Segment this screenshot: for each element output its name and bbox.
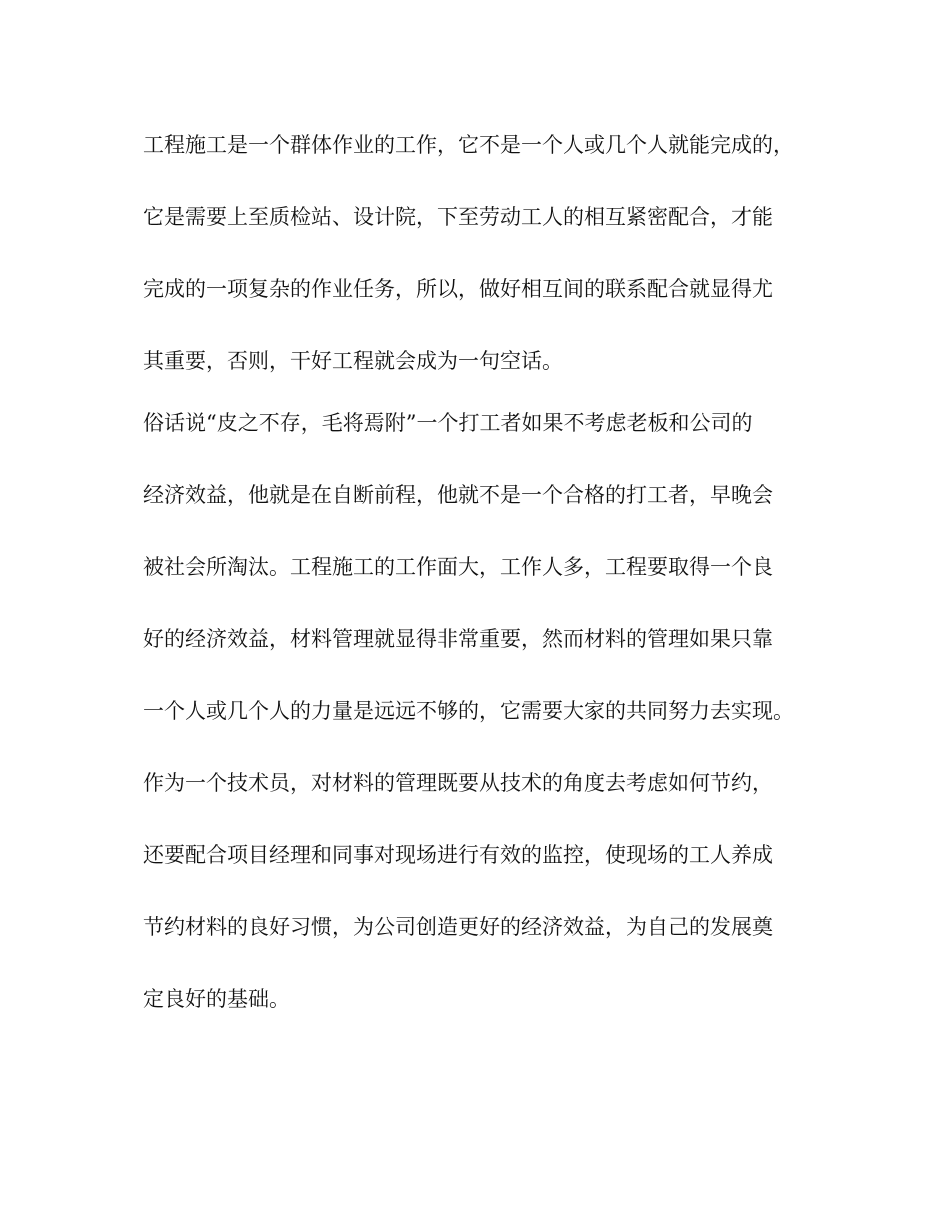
paragraph-2-line-8: 节约材料的良好习惯，为公司创造更好的经济效益，为自己的发展奠 (143, 915, 773, 939)
paragraph-1-line-2: 它是需要上至质检站、设计院，下至劳动工人的相互紧密配合，才能 (143, 205, 773, 229)
paragraph-2-line-9: 定良好的基础。 (143, 987, 290, 1011)
paragraph-2-line-2: 经济效益，他就是在自断前程，他就不是一个合格的打工者，早晚会 (143, 483, 773, 507)
paragraph-2-line-7: 还要配合项目经理和同事对现场进行有效的监控，使现场的工人养成 (143, 843, 773, 867)
paragraph-1-line-4: 其重要，否则，干好工程就会成为一句空话。 (143, 349, 563, 373)
paragraph-2-line-3: 被社会所淘汰。工程施工的工作面大，工作人多，工程要取得一个良 (143, 555, 773, 579)
paragraph-2-line-4: 好的经济效益，材料管理就显得非常重要，然而材料的管理如果只靠 (143, 627, 773, 651)
paragraph-1-line-3: 完成的一项复杂的作业任务，所以，做好相互间的联系配合就显得尤 (143, 277, 773, 301)
paragraph-1-line-1: 工程施工是一个群体作业的工作，它不是一个人或几个人就能完成的， (143, 133, 794, 157)
paragraph-2-line-5: 一个人或几个人的力量是远远不够的，它需要大家的共同努力去实现。 (143, 699, 794, 723)
paragraph-2-line-6: 作为一个技术员，对材料的管理既要从技术的角度去考虑如何节约， (143, 771, 773, 795)
paragraph-2-line-1: 俗话说“皮之不存，毛将焉附”一个打工者如果不考虑老板和公司的 (143, 411, 753, 435)
